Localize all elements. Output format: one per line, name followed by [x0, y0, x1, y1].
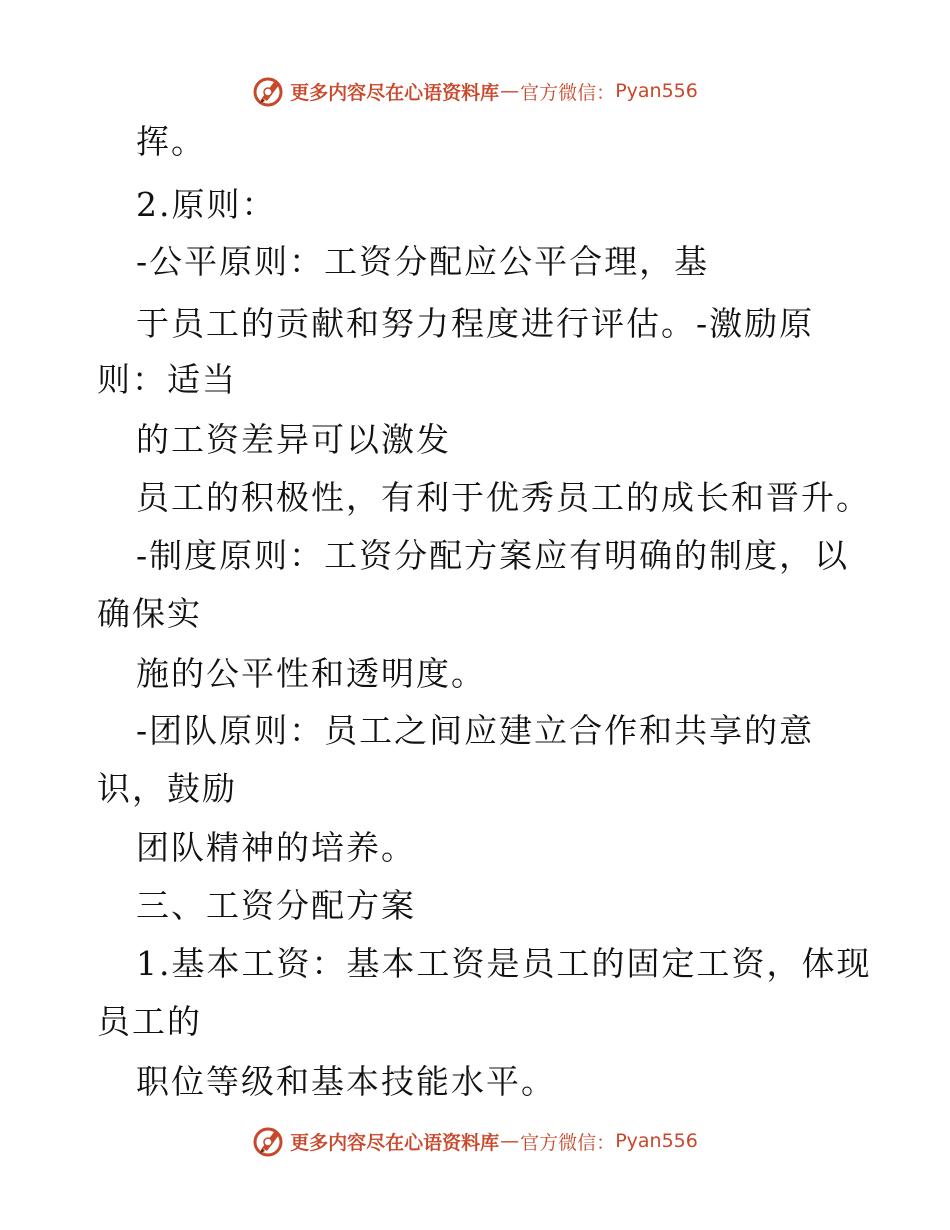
pen-logo-icon: [252, 74, 286, 108]
text-line: 于员工的贡献和努力程度进行评估。-激励原: [136, 304, 815, 343]
text-line: 1.基本工资：基本工资是员工的固定工资，体现: [136, 944, 872, 983]
text-line: 团队精神的培养。: [136, 828, 416, 867]
watermark-brand: 更多内容尽在心语资料库: [290, 81, 500, 104]
text-line: -团队原则：员工之间应建立合作和共享的意: [136, 711, 815, 750]
footer-watermark: [0, 1121, 950, 1161]
watermark-dash: —: [500, 1130, 520, 1152]
text-line: 员工的: [97, 1002, 202, 1041]
text-line: 挥。: [136, 122, 206, 161]
watermark-label: 官方微信：: [520, 1131, 616, 1154]
watermark-wechat-id: Pyan556: [615, 1130, 698, 1152]
text-line: 员工的积极性，有利于优秀员工的成长和晋升。: [136, 478, 871, 517]
text-line: 则：适当: [97, 360, 237, 399]
header-watermark: [0, 71, 950, 111]
text-line: 识，鼓励: [97, 769, 237, 808]
text-line: 2.原则：: [136, 185, 277, 224]
text-line: 施的公平性和透明度。: [136, 654, 486, 693]
watermark-dash: —: [500, 80, 520, 102]
text-line: 三、工资分配方案: [136, 886, 416, 925]
text-line: -制度原则：工资分配方案应有明确的制度，以: [136, 536, 850, 575]
watermark-brand: 更多内容尽在心语资料库: [290, 1131, 500, 1154]
text-line: 职位等级和基本技能水平。: [136, 1062, 556, 1101]
text-line: 确保实: [97, 594, 202, 633]
text-line: 的工资差异可以激发: [136, 420, 451, 459]
pen-logo-icon: [252, 1124, 286, 1158]
text-line: -公平原则：工资分配应公平合理，基: [136, 242, 710, 281]
watermark-label: 官方微信：: [520, 81, 616, 104]
watermark-wechat-id: Pyan556: [615, 80, 698, 102]
